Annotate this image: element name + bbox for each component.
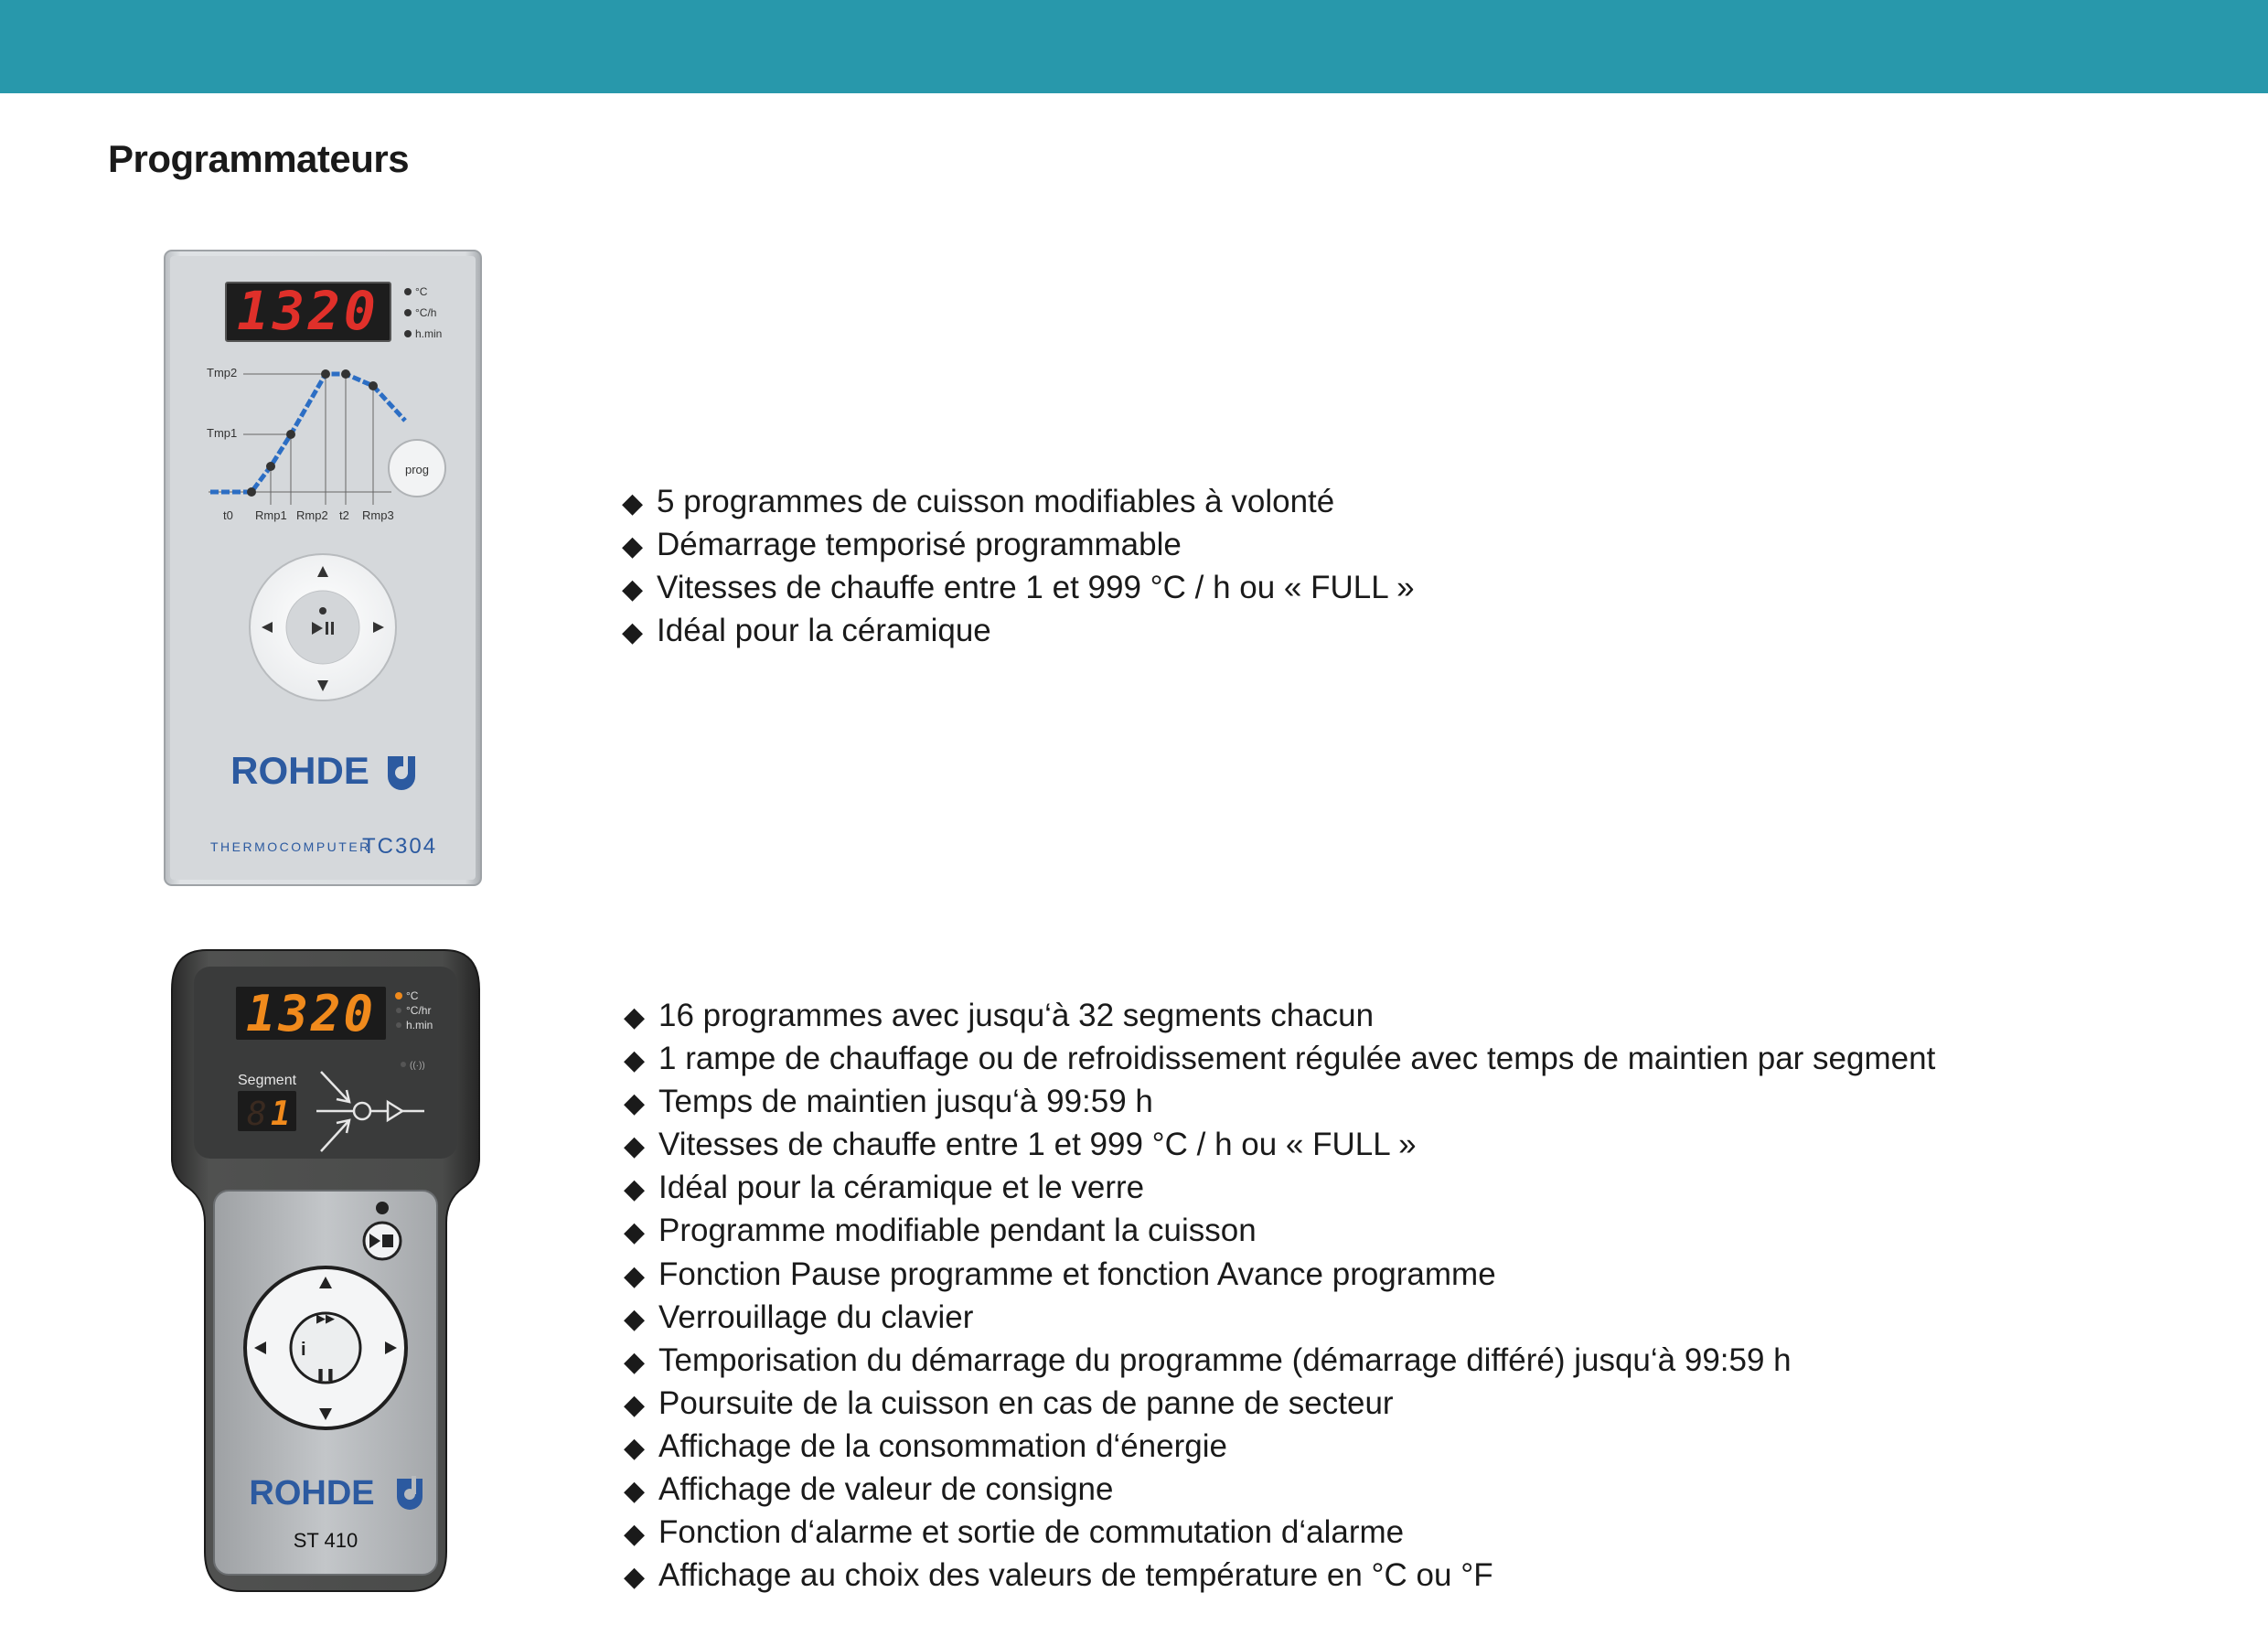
black-diamond-icon: ◆ [624, 1260, 646, 1291]
feature-item: ◆ Affichage de valeur de consigne [624, 1468, 1935, 1511]
black-diamond-icon: ◆ [624, 1519, 646, 1550]
feature-item: ◆ Idéal pour la céramique et le verre [624, 1166, 1935, 1209]
black-diamond-icon: ◆ [622, 617, 644, 647]
feature-item: ◆ Verrouillage du clavier [624, 1296, 1935, 1339]
black-diamond-icon: ◆ [624, 1562, 646, 1593]
feature-item: ◆ Programme modifiable pendant la cuisson [624, 1209, 1935, 1252]
header-banner [0, 0, 2268, 93]
feature-item: ◆ Affichage de la consommation d‘énergie [624, 1425, 1935, 1468]
svg-text:((·)): ((·)) [410, 1061, 425, 1071]
tc304-unit-ch: °C/h [415, 306, 437, 319]
feature-item: ◆ 5 programmes de cuisson modifiables à volonté [622, 480, 1415, 523]
st410-unit-c: °C [406, 989, 419, 1002]
black-diamond-icon: ◆ [624, 1045, 646, 1076]
tc304-brand-logo: ROHDE [230, 749, 369, 792]
black-diamond-icon: ◆ [624, 1088, 646, 1119]
info-icon: i [301, 1340, 306, 1360]
feature-item: ◆ 16 programmes avec jusqu‘à 32 segments chacun [624, 994, 1935, 1037]
black-diamond-icon: ◆ [624, 1432, 646, 1463]
feature-item: ◆ Poursuite de la cuisson en cas de panne de secteur [624, 1382, 1935, 1425]
tc304-controller-image [163, 249, 483, 887]
black-diamond-icon: ◆ [624, 1217, 646, 1248]
feature-item: ◆ Vitesses de chauffe entre 1 et 999 °C / h ou « FULL » [624, 1123, 1935, 1166]
tc304-label-tmp1: Tmp1 [207, 426, 238, 440]
tc304-label-tmp2: Tmp2 [207, 366, 238, 379]
tc304-prog-button: prog [404, 463, 430, 476]
black-diamond-icon: ◆ [624, 1389, 646, 1420]
black-diamond-icon: ◆ [622, 531, 644, 561]
tc304-unit-c: °C [415, 285, 428, 298]
st410-brand-logo: ROHDE [249, 1474, 375, 1512]
feature-item: ◆ Temporisation du démarrage du programme (démarrage différé) jusqu‘à 99:59 h [624, 1339, 1935, 1382]
black-diamond-icon: ◆ [624, 1303, 646, 1334]
tc304-feature-list [622, 480, 1415, 652]
pause-icon: ❚❚ [316, 1367, 336, 1381]
feature-item: ◆ Affichage au choix des valeurs de température en °C ou °F [624, 1554, 1935, 1597]
feature-item: ◆ 1 rampe de chauffage ou de refroidissement régulée avec temps de maintien par segment [624, 1037, 1935, 1080]
feature-item: ◆ Temps de maintien jusqu‘à 99:59 h [624, 1080, 1935, 1123]
wireless-icon [410, 1061, 425, 1071]
tc304-label-rmp1: Rmp1 [255, 508, 287, 522]
black-diamond-icon: ◆ [624, 1174, 646, 1205]
tc304-model-prefix: THERMOCOMPUTER [210, 839, 371, 854]
feature-item: ◆ Fonction d‘alarme et sortie de commutation d‘alarme [624, 1511, 1935, 1554]
tc304-label-t0: t0 [223, 508, 233, 522]
tc304-unit-hmin: h.min [415, 327, 443, 340]
st410-feature-list [624, 994, 1935, 1597]
feature-item: ◆ Fonction Pause programme et fonction Avance programme [624, 1253, 1935, 1296]
st410-model: ST 410 [293, 1529, 358, 1552]
tc304-label-rmp3: Rmp3 [362, 508, 394, 522]
tc304-model: TC304 [362, 834, 438, 859]
tc304-label-t2: t2 [339, 508, 349, 522]
page-title: Programmateurs [108, 137, 410, 180]
tc304-label-rmp2: Rmp2 [296, 508, 328, 522]
svg-text:8: 8 [247, 1096, 267, 1133]
rohde-logo-icon [388, 754, 415, 790]
feature-item: ◆ Idéal pour la céramique [622, 609, 1415, 652]
feature-item: ◆ Démarrage temporisé programmable [622, 523, 1415, 566]
st410-segment-value: 1 [271, 1096, 291, 1133]
black-diamond-icon: ◆ [624, 1002, 646, 1032]
tc304-display-value: 1320 [237, 280, 380, 342]
black-diamond-icon: ◆ [624, 1131, 646, 1162]
black-diamond-icon: ◆ [622, 574, 644, 604]
fast-forward-icon: ▶▶ [316, 1311, 335, 1325]
st410-unit-chr: °C/hr [406, 1004, 432, 1017]
black-diamond-icon: ◆ [622, 488, 644, 518]
st410-controller-image [170, 948, 481, 1593]
rohde-logo-icon [397, 1476, 423, 1510]
black-diamond-icon: ◆ [624, 1346, 646, 1377]
st410-segment-label: Segment [238, 1073, 297, 1088]
feature-item: ◆ Vitesses de chauffe entre 1 et 999 °C / h ou « FULL » [622, 566, 1415, 609]
st410-unit-hmin: h.min [406, 1019, 433, 1031]
st410-display-value: 1320 [245, 985, 377, 1042]
black-diamond-icon: ◆ [624, 1476, 646, 1507]
